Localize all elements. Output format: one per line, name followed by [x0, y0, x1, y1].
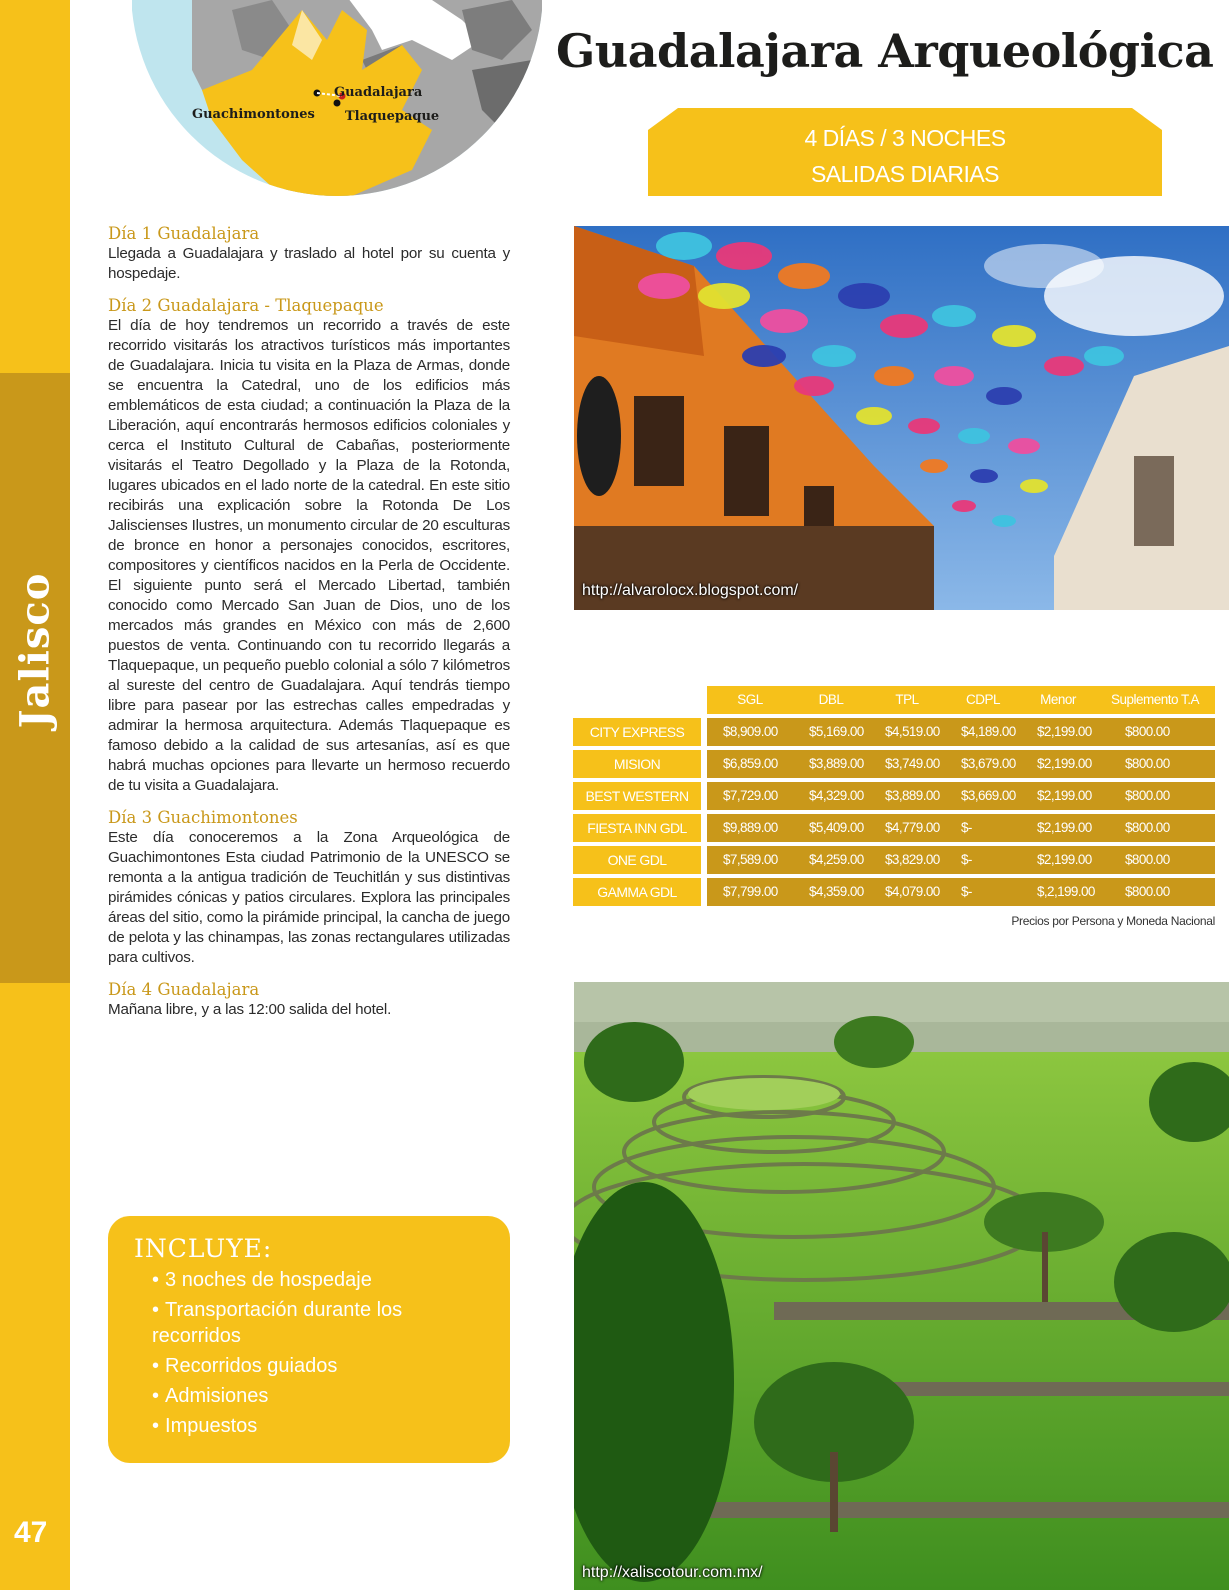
table-row [573, 782, 1215, 810]
price-cell: $3,829.00 [885, 852, 940, 867]
price-cell: $5,409.00 [809, 820, 864, 835]
price-cell: $5,169.00 [809, 724, 864, 739]
price-cell: $3,669.00 [961, 788, 1016, 803]
includes-box [108, 1216, 510, 1463]
column-header: Menor [1040, 692, 1076, 707]
itinerary-day [108, 224, 510, 284]
day-description: El día de hoy tendremos un recorrido a través de este recorrido visitarás los atractivos turísticos más importantes de Guadalajara. Inicia tu visita en la Plaza de Armas, donde se encuentra la Catedral, uno de los edificios más emblemáticos de esta ciudad; a continuación la Plaza de la Liberación, aquí encontrarás hermosos edificios coloniales y cerca el Instituto Cultural de Cabañas, posteriormente visitarás el Teatro Degollado y la Plaza de la Rotonda, lugares ubicados en el lado norte de la catedral. En este sitio recibirás una explicación sobre la Rotonda De Los Jaliscienses Ilustres, un monumento circular de 20 esculturas de bronce en honor a personajes conocidos, escritores, compositores y científicos nacidos en la Perla de Occidente. El siguiente punto será el Mercado Libertad, también conocido como Mercado San Juan de Dios, uno de los mercados más grandes en México con más de 2,600 puestos de venta. Continuando con tu recorrido llegarás a Tlaquepaque, un pequeño pueblo colonial a sólo 7 kilómetros al sureste del centro de Guadalajara. Aquí tendrás tiempo libre para pasear por las estrechas calles empedradas y admirar la hermosa arquitectura. Además Tlaquepaque es famoso debido a la calidad de sus artesanías, así es que habrá muchas opciones para llevarte un hermoso recuerdo de tu visita a Guadalajara. [108, 317, 510, 794]
price-cell: $4,079.00 [885, 884, 940, 899]
region-label-text: Jalisco [11, 572, 59, 728]
price-cell: $4,359.00 [809, 884, 864, 899]
hotel-name: MISION [573, 750, 701, 778]
table-row [573, 718, 1215, 746]
includes-item-text: Admisiones [165, 1385, 269, 1407]
day-description: Llegada a Guadalajara y traslado al hotel por su cuenta y hospedaje. [108, 245, 510, 282]
price-cell: $3,889.00 [809, 756, 864, 771]
day-title: Día 1 Guadalajara [108, 224, 260, 243]
day-title: Día 3 Guachimontones [108, 808, 298, 827]
includes-item: • Transportación durante los recorridos [152, 1299, 403, 1347]
includes-item: • Admisiones [152, 1385, 269, 1407]
includes-item-text: Transportación durante los recorridos [152, 1299, 403, 1347]
price-cell: $2,199.00 [1037, 756, 1092, 771]
column-header: CDPL [965, 692, 1000, 707]
includes-item-text: 3 noches de hospedaje [165, 1269, 372, 1291]
itinerary-day [108, 808, 510, 968]
column-header: Suplemento T.A [1110, 692, 1200, 707]
price-cell: $9,889.00 [723, 820, 778, 835]
day-title: Día 4 Guadalajara [108, 980, 260, 999]
price-cell: $800.00 [1125, 884, 1170, 899]
table-row [573, 750, 1215, 778]
price-table [573, 686, 1215, 928]
jalisco-map [132, 0, 542, 196]
includes-title: INCLUYE: [134, 1234, 273, 1263]
hotel-name: ONE GDL [573, 846, 701, 874]
banner-departures: SALIDAS DIARIAS [810, 161, 1000, 187]
photo-credit: http://alvarolocx.blogspot.com/ [582, 582, 799, 599]
page-number: 47 [14, 1516, 48, 1549]
price-cell: $800.00 [1125, 852, 1170, 867]
price-cell: $6,859.00 [723, 756, 778, 771]
column-header: DBL [818, 692, 844, 707]
price-cell: $4,779.00 [885, 820, 940, 835]
hotel-name: CITY EXPRESS [573, 718, 701, 746]
itinerary-day [108, 980, 510, 1020]
day-title: Día 2 Guadalajara - Tlaquepaque [108, 296, 384, 315]
price-cell: $7,799.00 [723, 884, 778, 899]
includes-item-text: Impuestos [165, 1415, 258, 1437]
banner-duration: 4 DÍAS / 3 NOCHES [804, 125, 1006, 151]
umbrella-street-photo [574, 226, 1229, 610]
price-cell: $2,199.00 [1037, 788, 1092, 803]
price-cell: $800.00 [1125, 820, 1170, 835]
includes-item: • Impuestos [152, 1415, 258, 1437]
price-cell: $800.00 [1125, 788, 1170, 803]
includes-item: • Recorridos guiados [152, 1355, 338, 1377]
itinerary-day [108, 296, 510, 796]
column-header: SGL [737, 692, 763, 707]
table-row [573, 878, 1215, 906]
hotel-name: GAMMA GDL [573, 878, 701, 906]
day-description: Este día conoceremos a la Zona Arqueológica de Guachimontones Esta ciudad Patrimonio de la UNESCO se remonta a la antigua tradición de Teuchitlán y sus distintivas pirámides cónicas y patios circulares. Explora las principales áreas del sitio, como la pirámide principal, la cancha de juego de pelota y las chinampas, las zonas rectangulares utilizadas para cultivos. [108, 829, 510, 966]
day-description: Mañana libre, y a las 12:00 salida del hotel. [108, 1001, 392, 1018]
price-cell: $800.00 [1125, 756, 1170, 771]
duration-banner [648, 108, 1162, 196]
price-cell: $7,729.00 [723, 788, 778, 803]
price-cell: $2,199.00 [1037, 724, 1092, 739]
photo-credit: http://xaliscotour.com.mx/ [582, 1564, 763, 1581]
price-cell: $- [961, 884, 972, 899]
region-label [10, 520, 60, 780]
price-note: Precios por Persona y Moneda Nacional [1011, 914, 1215, 928]
price-cell: $3,749.00 [885, 756, 940, 771]
includes-item: • 3 noches de hospedaje [152, 1269, 372, 1291]
price-cell: $4,189.00 [961, 724, 1016, 739]
price-cell: $4,329.00 [809, 788, 864, 803]
table-row [573, 814, 1215, 842]
price-cell: $8,909.00 [723, 724, 778, 739]
hotel-name: BEST WESTERN [573, 782, 701, 810]
map-label-guadalajara: Guadalajara [334, 85, 423, 100]
price-cell: $- [961, 820, 972, 835]
guachimontones-photo [574, 982, 1229, 1590]
price-cell: $800.00 [1125, 724, 1170, 739]
hotel-name: FIESTA INN GDL [573, 814, 701, 842]
price-cell: $- [961, 852, 972, 867]
page-title: Guadalajara Arqueológica [556, 24, 1214, 78]
price-cell: $2,199.00 [1037, 852, 1092, 867]
price-cell: $3,679.00 [961, 756, 1016, 771]
price-cell: $3,889.00 [885, 788, 940, 803]
map-label-guachimontones: Guachimontones [192, 107, 315, 122]
price-cell: $4,519.00 [885, 724, 940, 739]
map-label-tlaquepaque: Tlaquepaque [345, 109, 440, 124]
itinerary [108, 224, 510, 1032]
table-header [707, 686, 1215, 714]
includes-list [134, 1267, 484, 1439]
price-cell: $7,589.00 [723, 852, 778, 867]
column-header: TPL [895, 692, 919, 707]
price-cell: $2,199.00 [1037, 820, 1092, 835]
includes-item-text: Recorridos guiados [165, 1355, 338, 1377]
price-cell: $,2,199.00 [1037, 884, 1095, 899]
price-cell: $4,259.00 [809, 852, 864, 867]
table-row [573, 846, 1215, 874]
